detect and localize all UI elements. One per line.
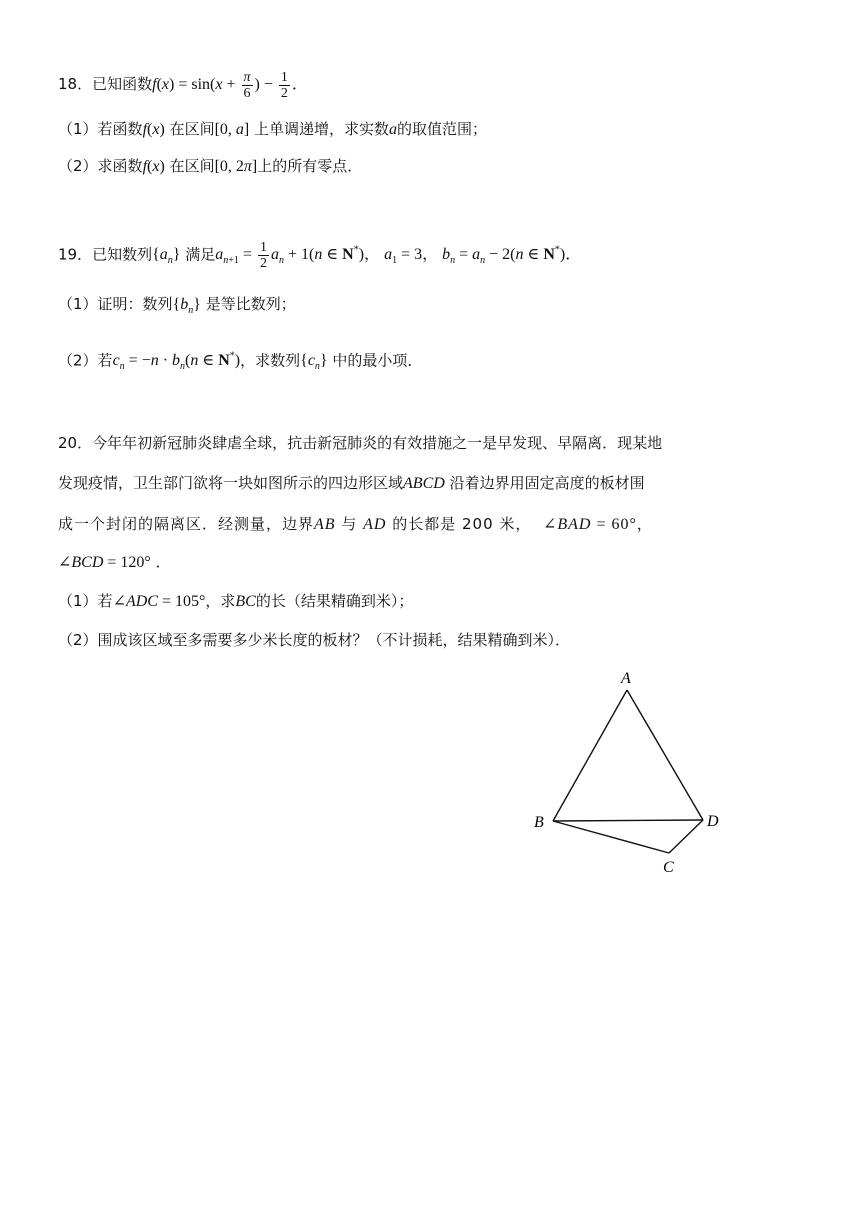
q18-stem <box>58 70 308 101</box>
edge-bd <box>553 820 703 821</box>
vertex-label-a: A <box>621 670 631 687</box>
edge-ad <box>627 690 703 820</box>
q19-stem: 19．已知数列$\{a_n\}$ 满足$a_{n+1}$ = $\frac{1}{2}$ $a_n + 1(n$ ∈ N*)， $a_1 = 3$， $b_n = a_n - 2(n$ ∈ N*)． <box>58 240 582 272</box>
q20-part1: （1）若∠ADC = 105°，求BC的长（结果精确到米）； <box>58 592 414 610</box>
q18-part1: （1）若函数f(x) 在区间[0, a] 上单调递增，求实数a的取值范围； <box>58 120 488 138</box>
q19-number: 19． <box>58 245 93 264</box>
q20-line1: 20．今年年初新冠肺炎肆虐全球，抗击新冠肺炎的有效措施之一是早发现、早隔离．现某地 <box>58 434 663 452</box>
vertex-label-d: D <box>707 813 719 830</box>
edge-ab <box>553 690 627 821</box>
q20-line4: ∠BCD = 120° ． <box>58 553 171 571</box>
q19-part2: （2）若$c_n = -n \cdot b_n(n$ ∈ N*)，求数列$\{c_n\}$ 中的最小项． <box>58 351 423 373</box>
q18-part2: （2）求函数f(x) 在区间[0, 2π]上的所有零点． <box>58 157 363 175</box>
q19-part1: （1）证明：数列$\{b_n\}$ 是等比数列； <box>58 295 296 317</box>
q19-recurrence: $a_{n+1}$ = $\frac{1}{2}$ $a_n + 1(n$ ∈ N*)， $a_1 = 3$， $b_n = a_n - 2(n$ ∈ N*)． <box>215 240 582 272</box>
edge-bc <box>553 821 669 853</box>
q18-intro: 已知函数 <box>92 75 153 94</box>
edge-cd <box>669 820 703 853</box>
q20-part2: （2）围成该区域至多需要多少米长度的板材？（不计损耗，结果精确到米）． <box>58 631 571 649</box>
q20-line3: 成一个封闭的隔离区．经测量，边界AB 与 AD 的长都是 200 米， ∠BAD = 60°， <box>58 515 653 533</box>
q20-line2: 发现疫情，卫生部门欲将一块如图所示的四边形区域ABCD 沿着边界用固定高度的板材围 <box>58 474 645 492</box>
q18-number: 18． <box>58 75 93 94</box>
q18-function-formula: f(x) = sin(x + $\frac{\pi}{6}$ ) − $\frac{1}{2}$ ． <box>152 70 308 101</box>
vertex-label-c: C <box>663 859 674 876</box>
quadrilateral-figure <box>520 665 740 885</box>
vertex-label-b: B <box>534 814 544 831</box>
